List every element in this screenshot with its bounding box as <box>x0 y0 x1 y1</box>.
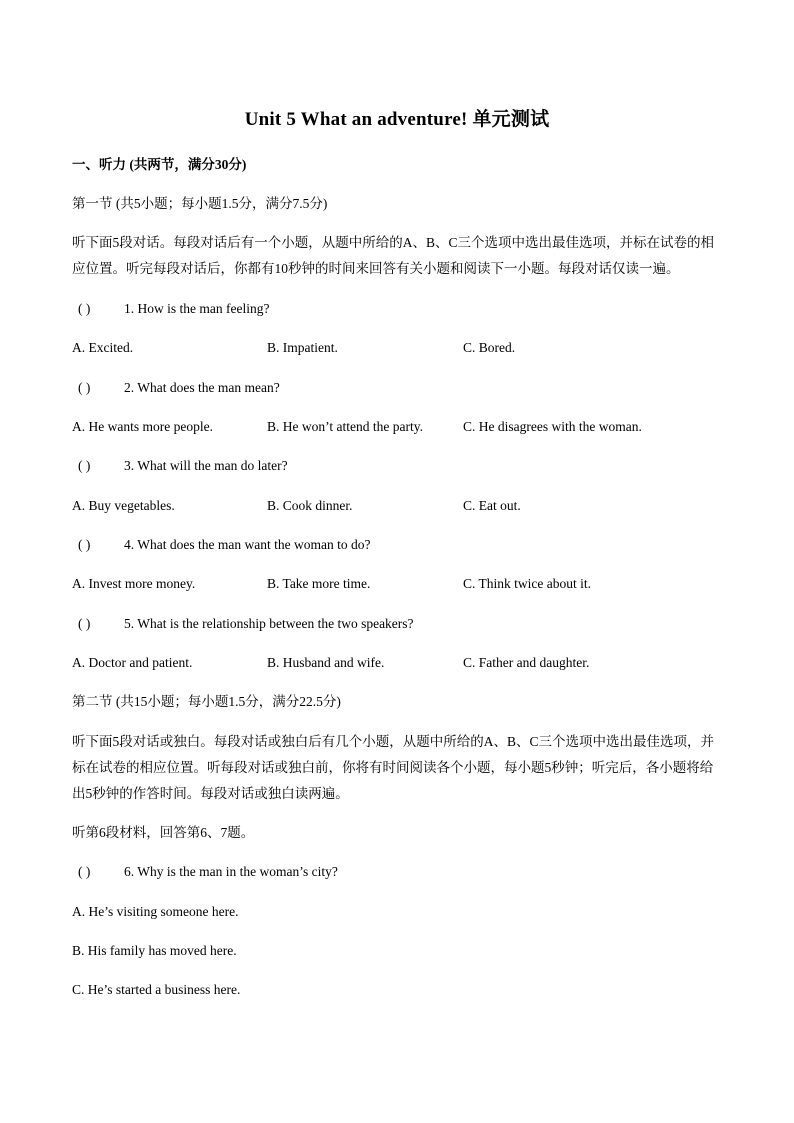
section-heading: 一、听力 (共两节，满分30分) <box>72 157 247 172</box>
page-title: Unit 5 What an adventure! 单元测试 <box>244 109 550 130</box>
option-c: C. He disagrees with the woman. <box>463 419 642 434</box>
question-5 <box>72 614 414 634</box>
part1-heading: 第一节 (共5小题；每小题1.5分，满分7.5分) <box>72 196 328 211</box>
option-b: B. Cook dinner. <box>267 498 353 513</box>
option-b: B. Impatient. <box>267 340 338 355</box>
question-6 <box>72 862 338 882</box>
option-a: A. Buy vegetables. <box>72 498 175 513</box>
answer-blank[interactable]: ( ) <box>78 380 91 395</box>
option-a: A. Doctor and patient. <box>72 655 193 670</box>
question-text: 1. How is the man feeling? <box>124 301 270 316</box>
part2-instructions: 听下面5段对话或独白。每段对话或独白后有几个小题，从题中所给的A、B、C三个选项中选出最佳选项，并标在试卷的相应位置。听每段对话或独白前，你将有时间阅读各个小题，每小题5秒钟；听完后，各小题将给出5秒钟的作答时间。每段对话或独白读两遍。 <box>72 734 715 801</box>
option-c: C. Eat out. <box>463 498 521 513</box>
answer-blank[interactable]: ( ) <box>78 301 91 316</box>
material-6-heading: 听第6段材料，回答第6、7题。 <box>72 825 255 840</box>
option-c: C. Think twice about it. <box>463 576 591 591</box>
question-text: 6. Why is the man in the woman’s city? <box>124 864 338 879</box>
option-a: A. He’s visiting someone here. <box>72 904 239 919</box>
answer-blank[interactable]: ( ) <box>78 864 91 879</box>
question-text: 2. What does the man mean? <box>124 380 280 395</box>
question-4 <box>72 535 370 555</box>
question-text: 5. What is the relationship between the two speakers? <box>124 616 414 631</box>
option-a: A. Invest more money. <box>72 576 196 591</box>
option-c: C. He’s started a business here. <box>72 982 241 997</box>
question-text: 4. What does the man want the woman to do? <box>124 537 371 552</box>
question-text: 3. What will the man do later? <box>124 458 288 473</box>
part2-heading: 第二节 (共15小题；每小题1.5分，满分22.5分) <box>72 694 341 709</box>
answer-blank[interactable]: ( ) <box>78 537 91 552</box>
option-b: B. Husband and wife. <box>267 655 385 670</box>
option-a: A. Excited. <box>72 340 134 355</box>
option-a: A. He wants more people. <box>72 419 213 434</box>
answer-blank[interactable]: ( ) <box>78 616 91 631</box>
answer-blank[interactable]: ( ) <box>78 458 91 473</box>
option-b: B. He won’t attend the party. <box>267 419 423 434</box>
question-1 <box>72 299 269 319</box>
question-2 <box>72 378 280 398</box>
option-b: B. His family has moved here. <box>72 943 237 958</box>
option-c: C. Bored. <box>463 340 516 355</box>
option-c: C. Father and daughter. <box>463 655 590 670</box>
option-b: B. Take more time. <box>267 576 371 591</box>
part1-instructions: 听下面5段对话。每段对话后有一个小题，从题中所给的A、B、C三个选项中选出最佳选项，并标在试卷的相应位置。听完每段对话后，你都有10秒钟的时间来回答有关小题和阅读下一小题。每段对话仅读一遍。 <box>72 235 715 276</box>
question-3 <box>72 456 288 476</box>
